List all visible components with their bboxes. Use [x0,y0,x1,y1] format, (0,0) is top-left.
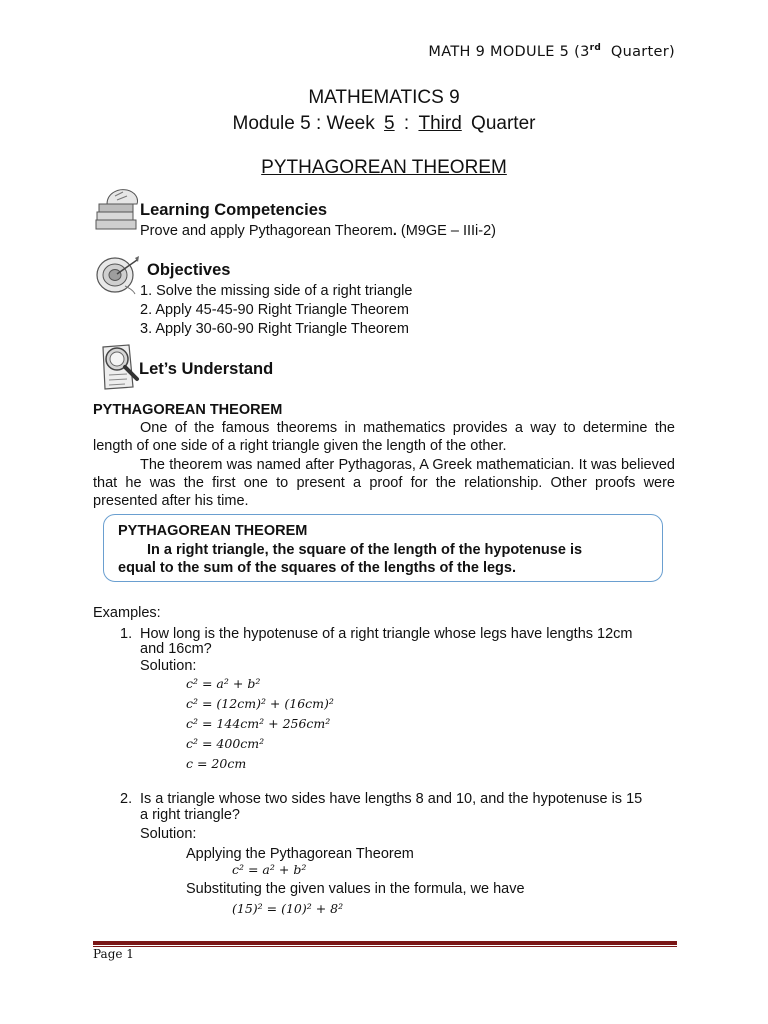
topic-title: PYTHAGOREAN THEOREM [261,157,507,178]
example-2-substituting-text: Substituting the given values in the formula, we have [186,881,525,897]
module-week-title [0,113,768,135]
example-2-number: 2. [120,791,133,807]
objectives-heading: Objectives [147,261,231,279]
objective-item-2: 2. Apply 45-45-90 Right Triangle Theorem [140,302,409,318]
competencies-text-main: Prove and apply Pythagorean Theorem [140,223,393,239]
example-1-step-2: c² = (12cm)² + (16cm)² [186,696,334,711]
intro-paragraph-1: One of the famous theorems in mathematics provides a way to determine the length of one side of a right triangle given the length of the other. [93,420,675,454]
theorem-box-line-1: In a right triangle, the square of the length of the hypotenuse is [147,542,583,558]
title-colon: : [403,113,410,134]
example-1-step-3: c² = 144cm² + 256cm² [186,716,331,731]
example-2-formula: c² = a² + b² [232,862,307,877]
example-1-step-4: c² = 400cm² [186,736,265,751]
week-number: 5 [384,113,395,134]
books-and-hand-icon [93,186,145,232]
footer-rule-thin [93,946,677,947]
subject-title: MATHEMATICS 9 [308,87,460,108]
example-2-question-line-2: a right triangle? [140,807,240,823]
theorem-box-title: PYTHAGOREAN THEOREM [118,523,308,539]
pythagorean-subheading: PYTHAGOREAN THEOREM [93,402,283,418]
module-header-tag [428,43,675,60]
example-2-substituted-equation: (15)² = (10)² + 8² [232,901,344,916]
example-1-question-line-1: How long is the hypotenuse of a right triangle whose legs have lengths 12cm [140,626,633,642]
module-tag-suffix: Quarter) [601,43,675,60]
quarter-word: Third [418,113,462,134]
lets-understand-heading: Let’s Understand [139,360,274,378]
objective-item-3: 3. Apply 30-60-90 Right Triangle Theorem [140,321,409,337]
quarter-suffix: Quarter [471,113,536,134]
competencies-text-dot: . [392,223,397,239]
examples-label: Examples: [93,605,161,621]
target-icon [95,254,141,296]
magnifier-document-icon [97,341,143,393]
example-2-solution-label: Solution: [140,826,197,842]
module-tag-sup: rd [589,43,602,53]
example-1-step-5: c = 20cm [186,756,247,771]
example-2-applying-text: Applying the Pythagorean Theorem [186,846,414,862]
competencies-heading: Learning Competencies [140,201,328,219]
example-1-solution-label: Solution: [140,658,197,674]
module-tag-prefix: MATH 9 MODULE 5 (3 [428,43,590,60]
example-1-number: 1. [120,626,133,642]
intro-paragraph-2: The theorem was named after Pythagoras, A Greek mathematician. It was believed that he was the first one to present a proof for the relationship. Other proofs were presented after his time. [93,457,675,509]
objective-item-1: 1. Solve the missing side of a right triangle [140,283,413,299]
competencies-text-code: (M9GE – IIIi-2) [396,223,496,239]
theorem-box-line-2: equal to the sum of the squares of the lengths of the legs. [118,560,516,576]
module-prefix: Module 5 : Week [232,113,375,134]
example-1-question-line-2: and 16cm? [140,641,212,657]
footer-rule-thick [93,941,677,945]
example-2-question-line-1: Is a triangle whose two sides have lengths 8 and 10, and the hypotenuse is 15 [140,791,643,807]
competencies-text [140,222,496,241]
page-number-label: Page 1 [93,947,134,961]
example-1-step-1: c² = a² + b² [186,676,261,691]
